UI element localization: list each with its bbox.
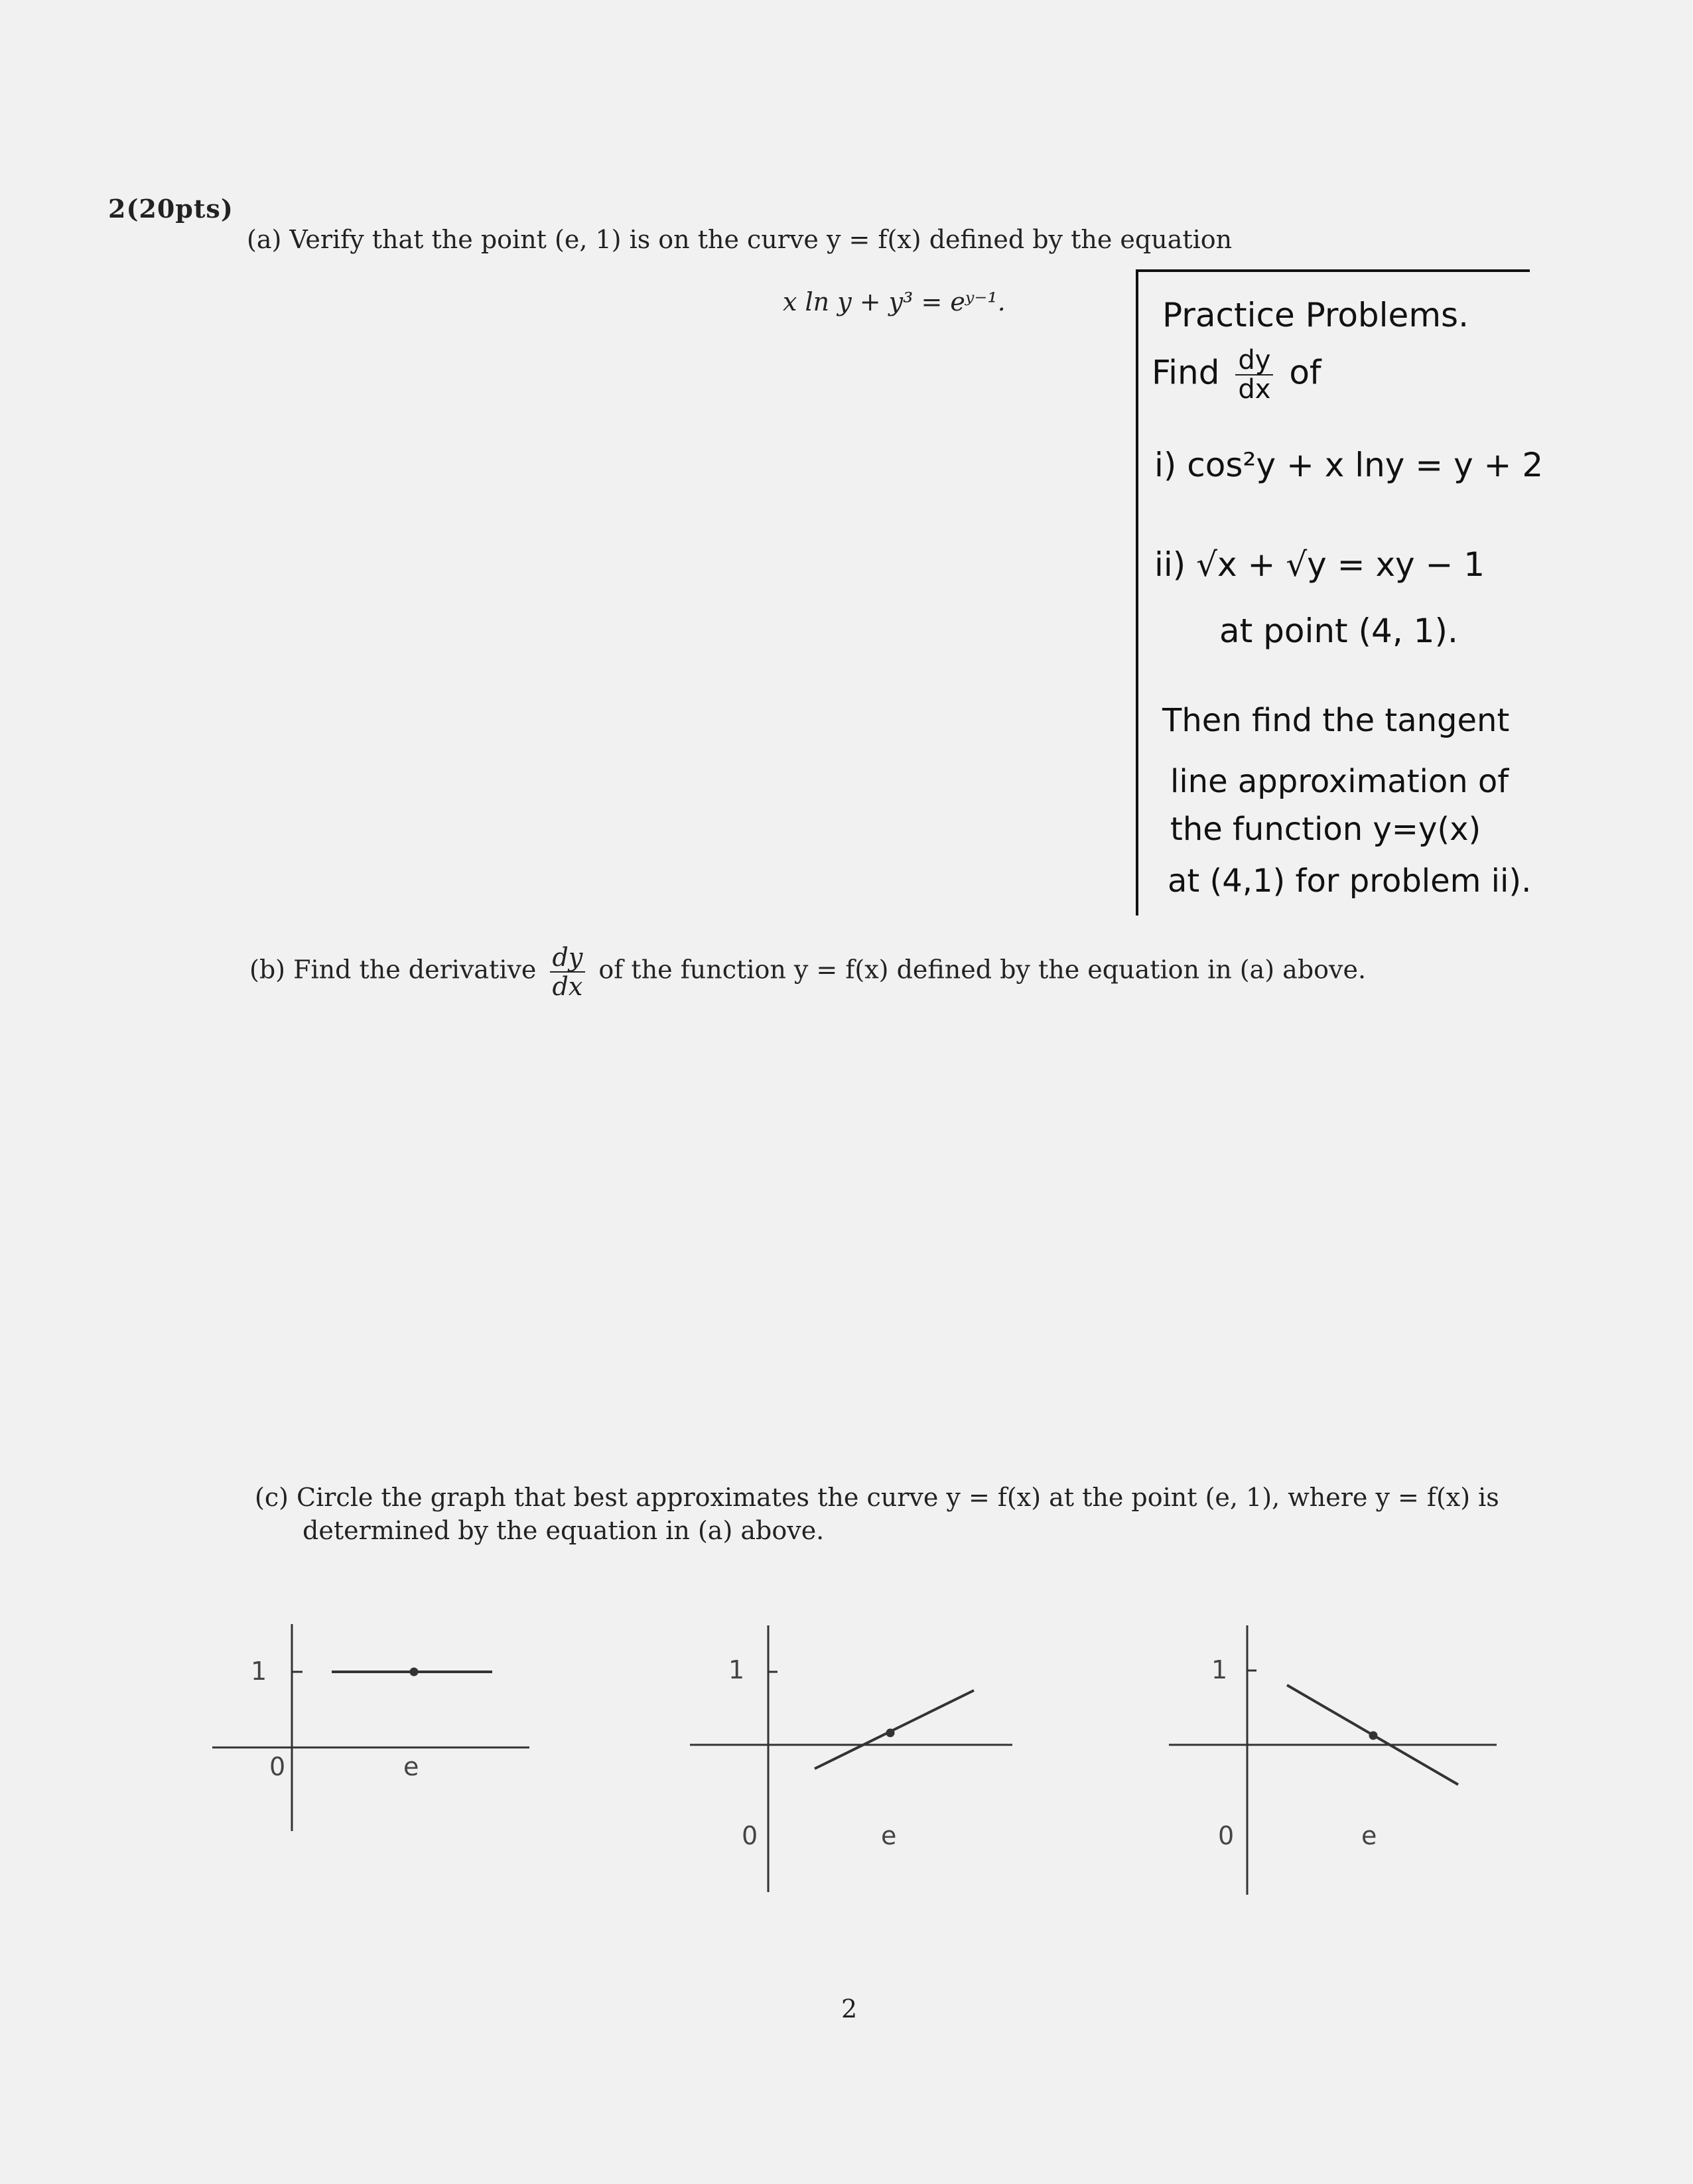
practice-dy: dy [1235, 346, 1273, 375]
graph-1-label-one: 1 [251, 1657, 267, 1686]
practice-tangent-line-4: at (4,1) for problem ii). [1168, 862, 1532, 900]
page-number: 2 [841, 1994, 858, 2023]
graph-2-point [887, 1730, 894, 1736]
graph-1-label-origin: 0 [269, 1752, 286, 1781]
part-c-text-line-1: Circle the graph that best approximates the curve y = f(x) at the point (e, 1), where y = f(x) is [297, 1483, 1499, 1512]
practice-find-label: Find [1152, 353, 1220, 392]
graph-2-label-one: 1 [728, 1655, 745, 1684]
practice-dx: dx [1238, 374, 1271, 405]
part-c-text-line-2: determined by the equation in (a) above. [303, 1516, 825, 1545]
graph-option-3[interactable] [1169, 1625, 1497, 1895]
part-a-equation: x ln y + y³ = eʸ⁻¹. [783, 287, 1006, 316]
practice-title: Practice Problems. [1162, 296, 1469, 334]
practice-tangent-line-2: line approximation of [1170, 763, 1509, 800]
graph-1-label-e: e [403, 1752, 419, 1781]
graph-option-1[interactable] [212, 1624, 529, 1831]
graph-3-label-e: e [1361, 1821, 1377, 1850]
graph-3-point [1370, 1732, 1377, 1739]
part-c-label: (c) [255, 1483, 289, 1512]
practice-item-2-point: at point (4, 1). [1219, 612, 1458, 650]
part-b-text-after: of the function y = f(x) defined by the equation in (a) above. [598, 955, 1367, 985]
graph-1-point [411, 1669, 417, 1675]
part-b-label: (b) [249, 955, 285, 985]
part-a-label: (a) [247, 225, 282, 254]
practice-find-suffix: of [1289, 353, 1321, 392]
part-b-dx: dx [552, 972, 583, 1001]
graph-2-label-origin: 0 [742, 1821, 758, 1850]
problem-title: 2(20pts) [108, 194, 234, 224]
part-b-dy: dy [550, 943, 586, 973]
graph-3-label-origin: 0 [1218, 1821, 1235, 1850]
practice-tangent-line-3: the function y=y(x) [1170, 811, 1481, 848]
practice-item-2: ii) √x + √y = xy − 1 [1154, 545, 1485, 584]
graph-2-label-e: e [881, 1821, 897, 1850]
part-b-text-before: Find the derivative [293, 955, 537, 985]
practice-tangent-line-1: Then find the tangent [1162, 702, 1510, 739]
part-a-text: Verify that the point (e, 1) is on the curve y = f(x) defined by the equation [289, 225, 1233, 254]
practice-item-1: i) cos²y + x lny = y + 2 [1154, 446, 1544, 484]
graph-option-2[interactable] [690, 1625, 1012, 1892]
graph-2-curve [815, 1690, 974, 1769]
graph-3-label-one: 1 [1211, 1655, 1228, 1684]
